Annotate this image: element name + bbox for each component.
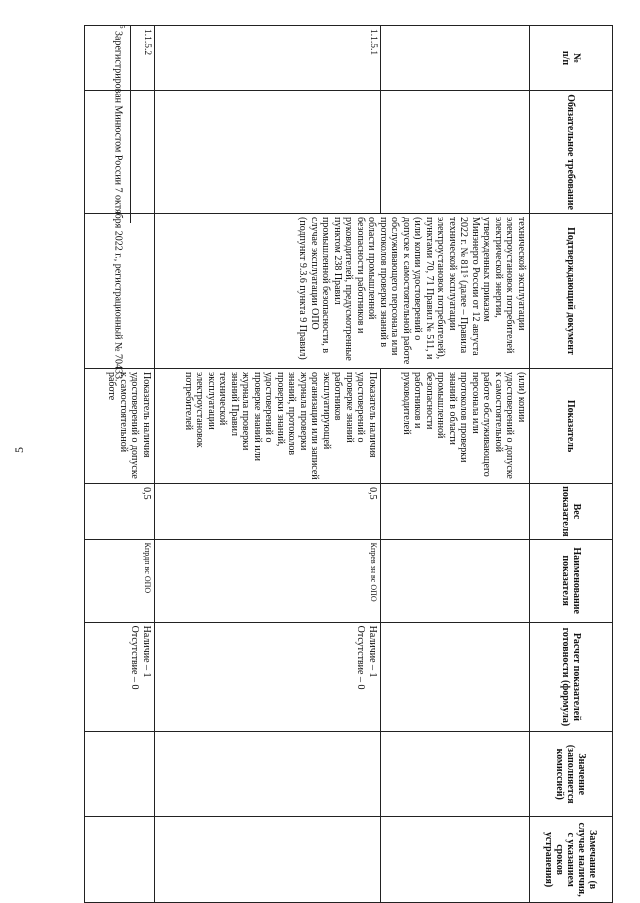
readiness-indicators-table xyxy=(84,25,613,903)
indicator-cell: Показатель наличия удостоверений о допуске к самостоятельной работе xyxy=(85,368,155,483)
rotated-page-canvas xyxy=(84,0,640,903)
weight-cell: 0,5 xyxy=(155,484,381,540)
remark-cell xyxy=(155,817,381,903)
value-cell xyxy=(155,732,381,817)
header-formula: Расчет показателей готовности (формула) xyxy=(530,622,613,732)
indicator-name-cell xyxy=(381,539,530,622)
header-requirement: Обязательное требование xyxy=(530,91,613,214)
requirement-cell xyxy=(381,91,530,214)
footnote-marker: 5 xyxy=(118,25,126,29)
value-cell xyxy=(381,732,530,817)
row-number: 1.1.5.1 xyxy=(155,26,381,91)
weight-cell xyxy=(381,484,530,540)
rotated-content xyxy=(84,0,640,903)
footnote-text: Зарегистрирован Минюстом России 7 октября 2022 г., регистрационный № 70433. xyxy=(112,31,124,382)
formula-cell xyxy=(381,622,530,732)
table-row xyxy=(381,26,530,903)
indicator-cell: (или) копии удостоверений о допуске к самостоятельной работе обслуживающего персонала или протоколов проверки знаний в области промышленной безопасности работников и руководителей xyxy=(381,368,530,483)
header-number: № п/п xyxy=(530,26,613,91)
header-indicator: Показатель xyxy=(530,368,613,483)
weight-cell: 0,5 xyxy=(85,484,155,540)
header-remark: Замечание (в случае наличия, с указанием сроков устранения) xyxy=(530,817,613,903)
footnote-separator xyxy=(130,25,131,223)
remark-cell xyxy=(85,817,155,903)
requirement-cell xyxy=(155,91,381,214)
header-weight: Вес показателя xyxy=(530,484,613,540)
row-number xyxy=(381,26,530,91)
header-indicator-name: Наименование показателя xyxy=(530,539,613,622)
indicator-name-cell: Кпрдп вс ОПО xyxy=(85,539,155,622)
footnote xyxy=(112,25,128,382)
row-number: 1.1.5.2 xyxy=(85,26,155,91)
indicator-cell: Показатель наличия удостоверений о проверке знаний работников эксплуатирующей организации или записей журнала проверки знаний, протоколов проверки знаний, удостоверений о проверке знаний или журнала проверки знаний Правил технической эксплуатации электроустановок потребителей xyxy=(155,368,381,483)
formula-cell: Наличие – 1 Отсутствие – 0 xyxy=(155,622,381,732)
remark-cell xyxy=(381,817,530,903)
table-row xyxy=(155,26,381,903)
indicator-name-cell: Кпрев зн вс ОПО xyxy=(155,539,381,622)
table-header-row xyxy=(530,26,613,903)
document-cell: технической эксплуатации электроустановок потребителей электрической энергии, утвержденных приказом Минэнерго России от 12 августа 2022 г. № 811⁵ (далее – Правила технической эксплуатации электроустановок потребителей), пунктами 70, 71 Правил № 511, и (или) копии удостоверений о допуске к самостоятельной работе обслуживающего персонала или протоколов проверки знаний в области промышленной безопасности работников и руководителей, предусмотренные пунктом 238 Правил промышленной безопасности, в случае эксплуатации ОПО (подпункт 9.3.6 пункта 9 Правил) xyxy=(155,214,530,369)
page-number: 5 xyxy=(12,447,26,453)
value-cell xyxy=(85,732,155,817)
header-document: Подтверждающий документ xyxy=(530,214,613,369)
header-value: Значение (заполняется комиссией) xyxy=(530,732,613,817)
formula-cell: Наличие – 1 Отсутствие – 0 xyxy=(85,622,155,732)
